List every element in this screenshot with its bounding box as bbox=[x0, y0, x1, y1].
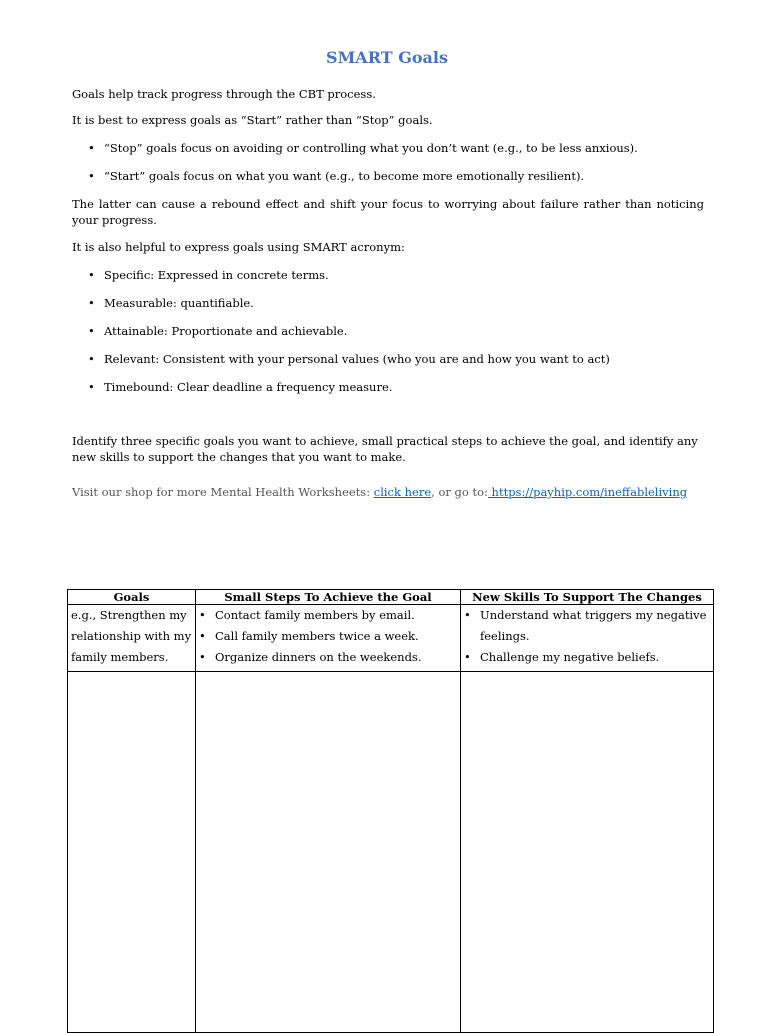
steps-list bbox=[199, 605, 457, 668]
blank-skills-cell[interactable] bbox=[461, 672, 714, 1033]
instruction-paragraph: Identify three specific goals you want to achieve, small practical steps to achieve the goal, and identify any new skills to support the changes that you want to make. bbox=[72, 434, 698, 464]
smart-item-text: Attainable: Proportionate and achievable. bbox=[104, 324, 348, 338]
bullet-icon: • bbox=[88, 141, 95, 155]
shop-middle-text: , or go to: bbox=[431, 485, 488, 499]
blank-steps-cell[interactable] bbox=[196, 672, 461, 1033]
smart-item-text: Timebound: Clear deadline a frequency measure. bbox=[104, 380, 393, 394]
shop-line bbox=[72, 484, 712, 500]
list-item bbox=[199, 647, 457, 668]
blank-goal-cell[interactable] bbox=[68, 672, 196, 1033]
bullet-icon: • bbox=[199, 629, 206, 643]
example-steps-cell bbox=[196, 605, 461, 672]
header-small-steps: Small Steps To Achieve the Goal bbox=[196, 590, 461, 605]
example-goal-text: e.g., Strengthen my relationship with my family members. bbox=[71, 608, 192, 664]
shop-link[interactable]: click here bbox=[373, 485, 432, 499]
intro-paragraph-2: It is best to express goals as “Start” rather than “Stop” goals. bbox=[72, 113, 433, 127]
goals-table bbox=[67, 589, 714, 1033]
list-item bbox=[464, 647, 710, 668]
bullet-icon: • bbox=[199, 650, 206, 664]
skills-list bbox=[464, 605, 710, 668]
intro-paragraph-1: Goals help track progress through the CBT process. bbox=[72, 87, 376, 101]
rebound-paragraph: The latter can cause a rebound effect and shift your focus to worrying about failure rather than noticing your progress. bbox=[72, 197, 704, 227]
bullet-icon: • bbox=[199, 608, 206, 622]
skill-text: Challenge my negative beliefs. bbox=[480, 650, 660, 664]
goal-type-text: “Stop” goals focus on avoiding or controlling what you don’t want (e.g., to be less anxious). bbox=[104, 141, 638, 155]
page-title: SMART Goals bbox=[326, 48, 448, 67]
table-row bbox=[68, 672, 714, 1033]
list-item bbox=[464, 605, 710, 647]
step-text: Organize dinners on the weekends. bbox=[215, 650, 422, 664]
table-row bbox=[68, 605, 714, 672]
shop-prefix-text: Visit our shop for more Mental Health Worksheets: bbox=[72, 485, 374, 499]
bullet-icon: • bbox=[88, 380, 95, 394]
bullet-icon: • bbox=[464, 608, 471, 622]
header-new-skills: New Skills To Support The Changes bbox=[461, 590, 714, 605]
bullet-icon: • bbox=[88, 324, 95, 338]
header-goals: Goals bbox=[68, 590, 196, 605]
bullet-icon: • bbox=[464, 650, 471, 664]
bullet-icon: • bbox=[88, 268, 95, 282]
smart-item-text: Relevant: Consistent with your personal values (who you are and how you want to act) bbox=[104, 352, 610, 366]
shop-url-link[interactable]: https://payhip.com/ineffableliving bbox=[487, 485, 688, 499]
smart-intro-paragraph: It is also helpful to express goals using SMART acronym: bbox=[72, 240, 405, 254]
bullet-icon: • bbox=[88, 169, 95, 183]
step-text: Call family members twice a week. bbox=[215, 629, 419, 643]
example-skills-cell bbox=[461, 605, 714, 672]
bullet-icon: • bbox=[88, 296, 95, 310]
smart-item-text: Measurable: quantifiable. bbox=[104, 296, 254, 310]
table-header-row bbox=[68, 590, 714, 605]
list-item bbox=[199, 626, 457, 647]
goal-type-text: “Start” goals focus on what you want (e.g., to become more emotionally resilient). bbox=[104, 169, 585, 183]
step-text: Contact family members by email. bbox=[215, 608, 415, 622]
skill-text: Understand what triggers my negative feelings. bbox=[480, 608, 707, 643]
example-goal-cell bbox=[68, 605, 196, 672]
list-item bbox=[199, 605, 457, 626]
bullet-icon: • bbox=[88, 352, 95, 366]
smart-item-text: Specific: Expressed in concrete terms. bbox=[104, 268, 329, 282]
